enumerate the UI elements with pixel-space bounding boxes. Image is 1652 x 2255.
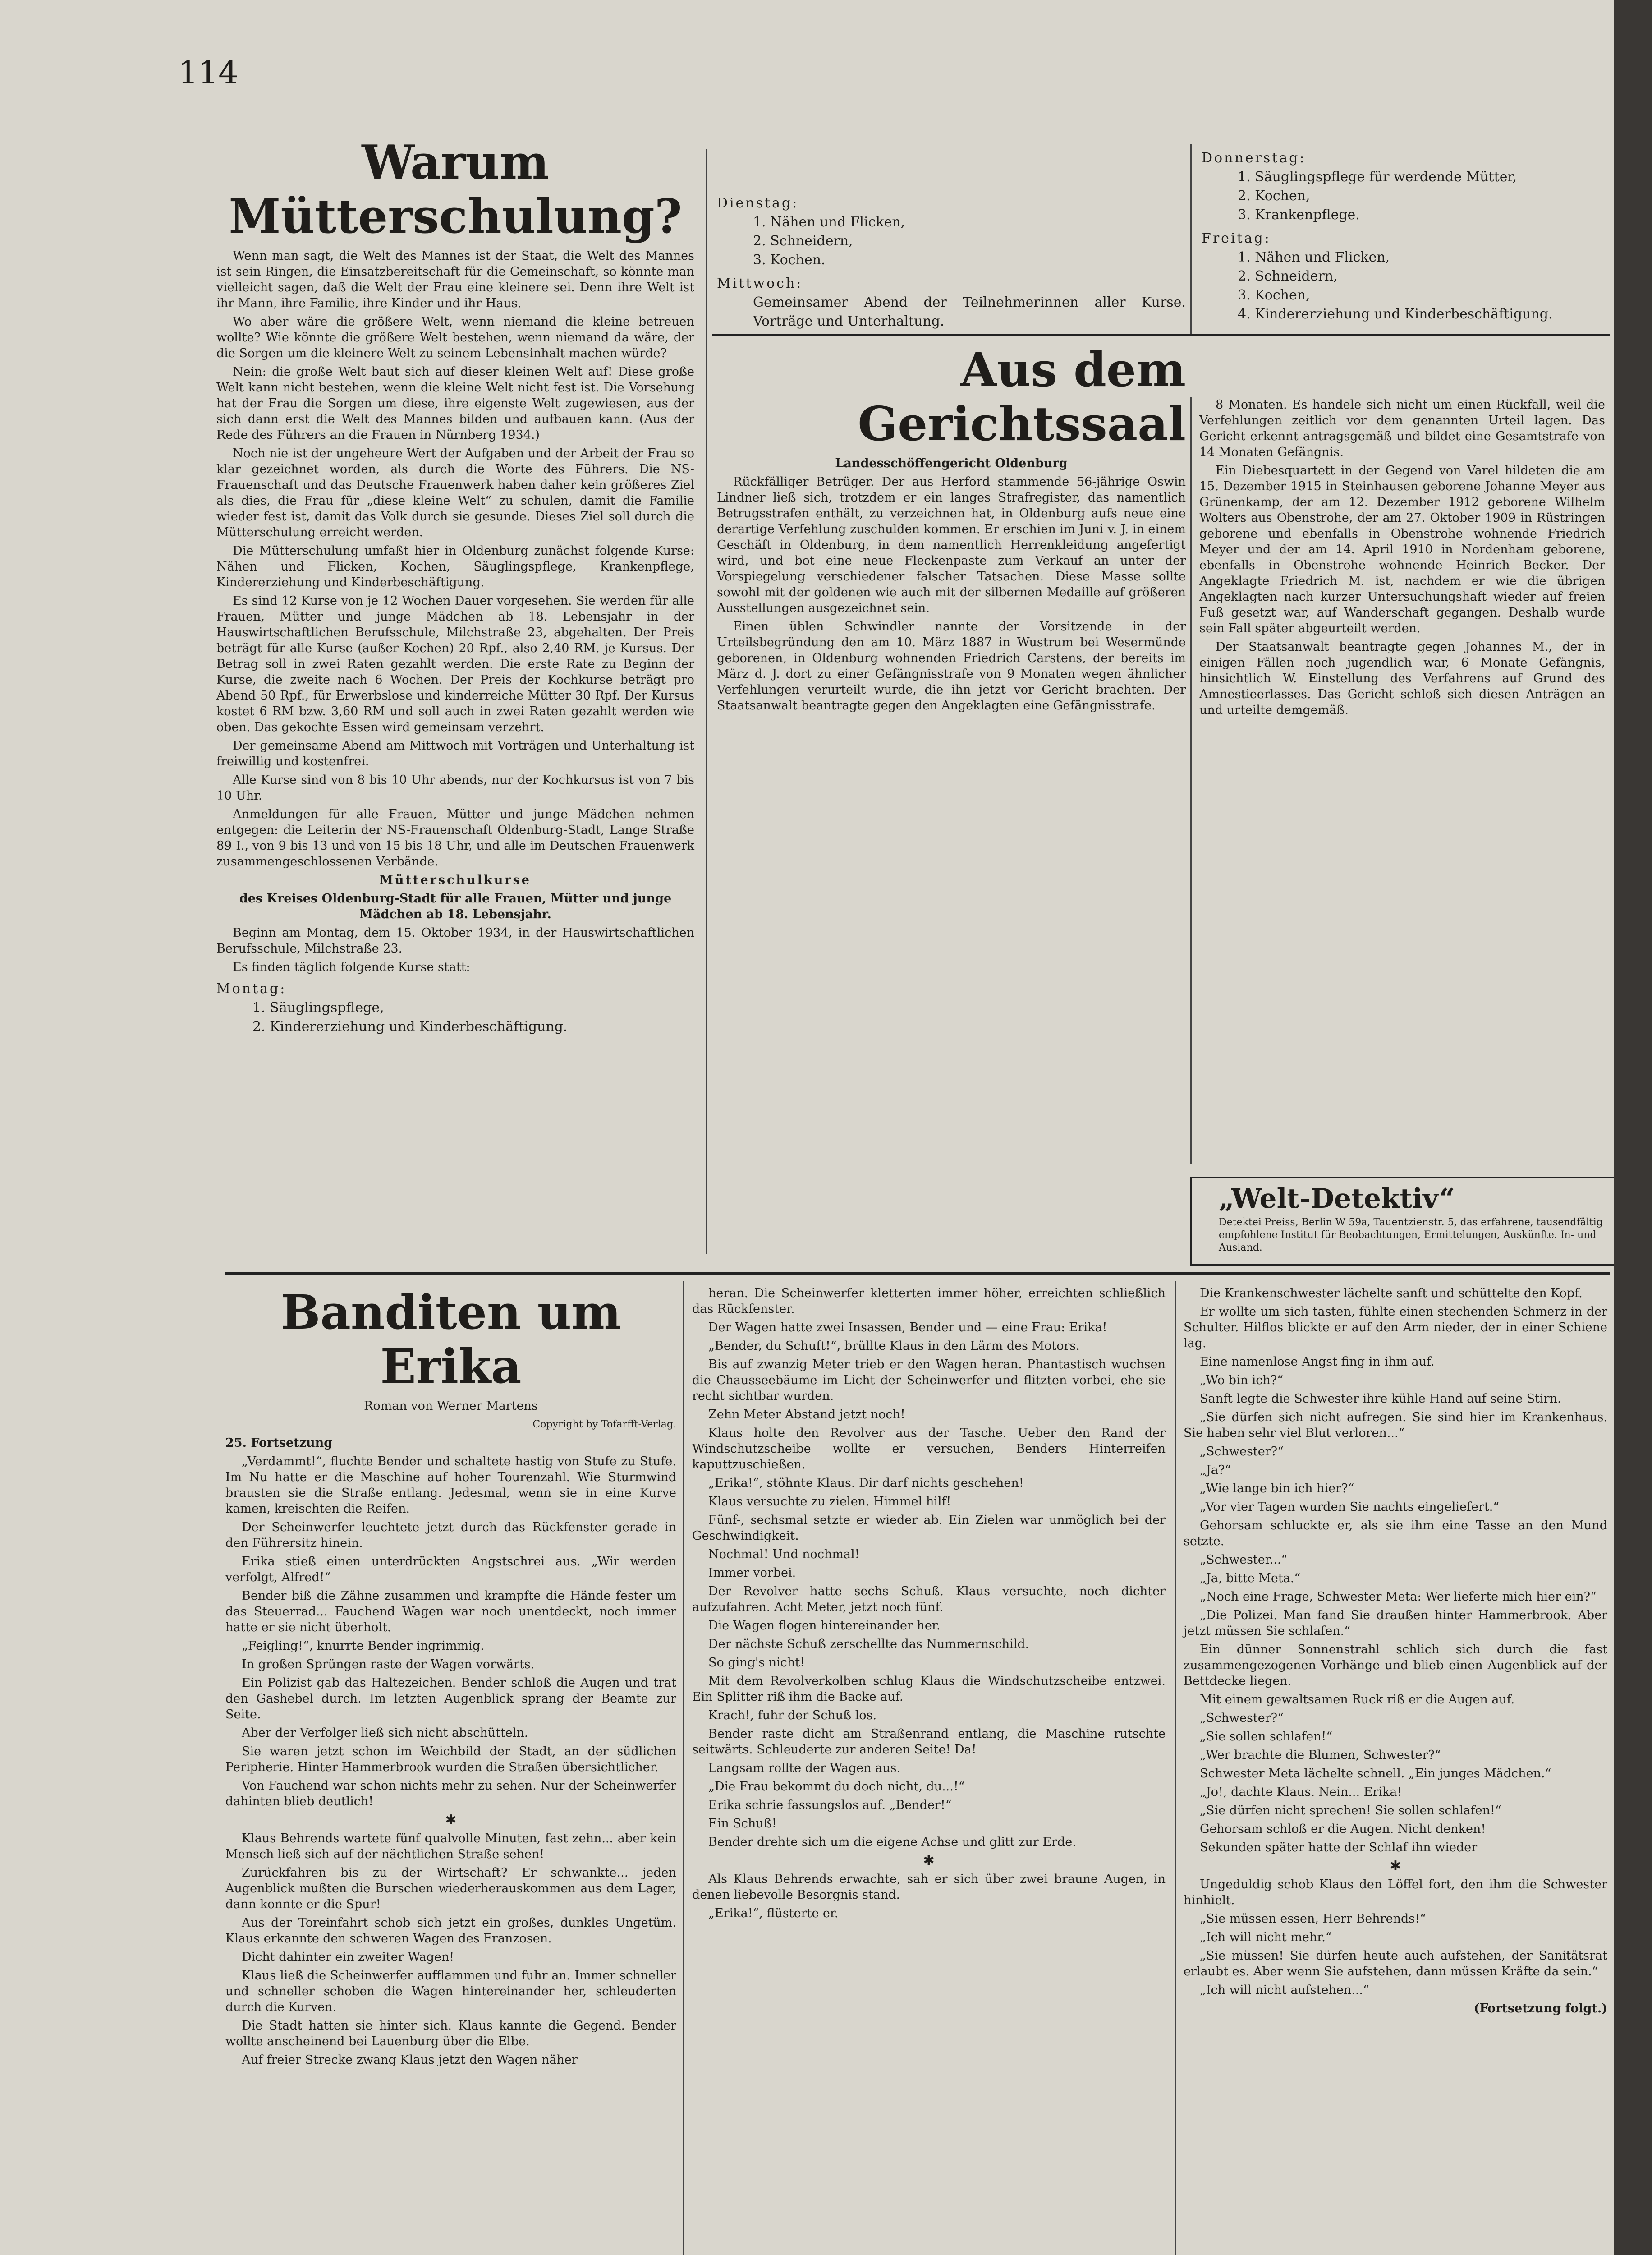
paragraph: Mit einem gewaltsamen Ruck riß er die Augen auf. (1200, 1693, 1515, 1707)
paragraph: Bender drehte sich um die eigene Achse und glitt zur Erde. (708, 1835, 1076, 1849)
page-edge (1614, 0, 1652, 2255)
paragraph: „Erika!“, flüsterte er. (708, 1906, 839, 1920)
paragraph: Der Revolver hatte sechs Schuß. Klaus versuchte, noch dichter aufzufahren. Acht Meter, jetzt noch fünf. (692, 1584, 1166, 1614)
paragraph: „Wer brachte die Blumen, Schwester?“ (1200, 1748, 1441, 1762)
paragraph: „Sie müssen essen, Herr Behrends!“ (1200, 1912, 1426, 1926)
paragraph: Sanft legte die Schwester ihre kühle Hand auf seine Stirn. (1200, 1392, 1561, 1406)
paragraph: Immer vorbei. (708, 1566, 796, 1580)
paragraph: 8 Monaten. Es handele sich nicht um einen Rückfall, weil die Verfehlungen zeitlich vor dem genannten Urteil lagen. Das Gericht erkennt antragsgemäß und bildet eine Gesamtstrafe von 14 Monaten Gefängnis. (1199, 398, 1605, 459)
paragraph: Alle Kurse sind von 8 bis 10 Uhr abends, nur der Kochkursus ist von 7 bis 10 Uhr. (216, 773, 694, 803)
paragraph: „Sie sollen schlafen!“ (1200, 1730, 1333, 1744)
paragraph: Zehn Meter Abstand jetzt noch! (708, 1408, 905, 1422)
day-label: Dienstag: (717, 195, 799, 211)
course-item: 1. Säuglingspflege für werdende Mütter, (1238, 169, 1517, 185)
paragraph: Einen üblen Schwindler nannte der Vorsitzende in der Urteilsbegründung den am 10. März 1887 in Wustrum bei Wesermünde geborenen, in Oldenburg wohnenden Friedrich Carstens, der bereits im März d. J. dort zu einer Gefängnisstrafe von 9 Monaten wegen ähnlicher Verfehlungen verurteilt wurde, die ihn jetzt vor Gericht brachten. Der Staatsanwalt beantragte gegen den Angeklagten eine Gefängnisstrafe. (717, 620, 1186, 713)
column-rule (706, 149, 707, 1254)
paragraph: Von Fauchend war schon nichts mehr zu sehen. Nur der Scheinwerfer dahinten blieb deutlich! (225, 1779, 676, 1809)
paragraph: Der gemeinsame Abend am Mittwoch mit Vorträgen und Unterhaltung ist freiwillig und kostenfrei. (216, 739, 694, 769)
paragraph: Als Klaus Behrends erwachte, sah er sich über zwei braune Augen, in denen liebevolle Besorgnis stand. (692, 1872, 1166, 1902)
paragraph: Wo aber wäre die größere Welt, wenn niemand die kleine betreuen wollte? Wie könnte die größere Welt bestehen, wenn niemand da wäre, der die Sorgen um die kleinere Welt zu seinem Lebensinhalt machen würde? (216, 315, 694, 360)
paragraph: Gehorsam schluckte er, als sie ihm eine Tasse an den Mund setzte. (1184, 1519, 1607, 1548)
paragraph: Die Wagen flogen hintereinander her. (708, 1619, 941, 1633)
course-item: 2. Schneidern, (753, 233, 853, 249)
course-item: 1. Nähen und Flicken, (1238, 249, 1390, 265)
paragraph: „Schwester...“ (1200, 1553, 1288, 1567)
court-name: Landesschöffengericht Oldenburg (835, 456, 1068, 470)
paragraph: Auf freier Strecke zwang Klaus jetzt den Wagen näher (242, 2053, 578, 2067)
paragraph: Klaus versuchte zu zielen. Himmel hilf! (708, 1495, 951, 1509)
continued-note: (Fortsetzung folgt.) (1473, 2002, 1607, 2016)
copyright: Copyright by Tofarfft-Verlag. (532, 1419, 676, 1430)
paragraph: „Wie lange bin ich hier?“ (1200, 1482, 1354, 1496)
kurse-title: Mütterschulkurse (380, 873, 531, 887)
paragraph: „Ja, bitte Meta.“ (1200, 1571, 1301, 1585)
course-item: 1. Nähen und Flicken, (753, 214, 905, 230)
paragraph: „Erika!“, stöhnte Klaus. Dir darf nichts geschehen! (708, 1476, 1024, 1490)
paragraph: Rückfälliger Betrüger. Der aus Herford stammende 56-jährige Oswin Lindner ließ sich, trotzdem er ein langes Strafregister, das namentlich Betrugsstrafen enthält, zu verzeichnen hat, in Oldenburg aufs neue eine derartige Verfehlung zuschulden kommen. Er erschien im Juni v. J. in einem Geschäft in Oldenburg, in dem namentlich Herrenkleidung angefertigt wird, und bot eine neue Fleckenpaste zum Verkauf an unter der Vorspiegelung verschiedener falscher Tatsachen. Diese Masse sollte sowohl mit der goldenen wie auch mit der silbernen Medaille auf größeren Ausstellungen ausgezeichnet sein. (717, 475, 1186, 615)
paragraph: Ungeduldig schob Klaus den Löffel fort, den ihm die Schwester hinhielt. (1184, 1878, 1607, 1907)
article-gerichtssaal-col1 (717, 343, 1186, 716)
paragraph: „Verdammt!“, fluchte Bender und schaltete hastig von Stufe zu Stufe. Im Nu hatte er die Maschine auf hoher Tourenzahl. Wie Sturmwind brausten sie die Straße entlang. Jedesmal, wenn sie in eine Kurve kamen, kreischten die Reifen. (225, 1454, 676, 1516)
paragraph: „Bender, du Schuft!“, brüllte Klaus in den Lärm des Motors. (708, 1339, 1080, 1353)
paragraph: Er wollte um sich tasten, fühlte einen stechenden Schmerz in der Schulter. Hilflos blickte er auf den Arm nieder, der in einer Schiene lag. (1184, 1305, 1607, 1350)
schedule-right (1202, 144, 1607, 324)
byline: Roman von Werner Martens (364, 1399, 538, 1413)
column-rule (1175, 1281, 1176, 2255)
paragraph: Klaus Behrends wartete fünf qualvolle Minuten, fast zehn... aber kein Mensch ließ sich auf der nächtlichen Straße sehen! (225, 1832, 676, 1861)
ad-text: Detektei Preiss, Berlin W 59a, Tauentzienstr. 5, das erfahrene, tausendfältig empfohlene Institut für Beobachtungen, Ermittelungen, Auskünfte. In- und Ausland. (1219, 1217, 1603, 1253)
paragraph: Noch nie ist der ungeheure Wert der Aufgaben und der Arbeit der Frau so klar gezeichnet worden, als durch die Worte des Führers. Die NS-Frauenschaft und das Deutsche Frauenwerk haben daher kein größeres Ziel als dies, die Frau für „diese kleine Welt“ zu schulen, damit die Familie wieder fest ist, damit das Volk durch sie gesunde. Dieses Ziel soll durch die Mütterschulung erreicht werden. (216, 446, 694, 539)
paragraph: Anmeldungen für alle Frauen, Mütter und junge Mädchen nehmen entgegen: die Leiterin der NS-Frauenschaft Oldenburg-Stadt, Lange Straße 89 I., von 9 bis 13 und von 15 bis 18 Uhr, und alle im Deutschen Frauenwerk zusammengeschlossenen Verbände. (216, 807, 694, 869)
paragraph: „Schwester?“ (1200, 1711, 1284, 1725)
paragraph: Bis auf zwanzig Meter trieb er den Wagen heran. Phantastisch wuchsen die Chausseebäume im Licht der Scheinwerfer und flitzten vorbei, ehe sie recht sichtbar wurden. (692, 1358, 1166, 1403)
day-label: Mittwoch: (717, 276, 803, 291)
paragraph: Schwester Meta lächelte schnell. „Ein junges Mädchen.“ (1200, 1767, 1551, 1781)
column-rule (1190, 144, 1192, 334)
paragraph: Ein dünner Sonnenstrahl schlich sich durch die fast zusammengezogenen Vorhänge und blieb einen Augenblick auf der Bettdecke liegen. (1184, 1643, 1607, 1688)
paragraph: „Die Frau bekommt du doch nicht, du...!“ (708, 1780, 965, 1794)
paragraph: Aber der Verfolger ließ sich nicht abschütteln. (242, 1726, 528, 1740)
paragraph: Nochmal! Und nochmal! (708, 1547, 860, 1561)
article-title: Warum Mütterschulung? (229, 134, 682, 244)
installment: 25. Fortsetzung (225, 1436, 333, 1450)
paragraph: Der Wagen hatte zwei Insassen, Bender und — eine Frau: Erika! (708, 1321, 1107, 1335)
article-muetterschulung-col1 (216, 135, 694, 1036)
paragraph: Ein Polizist gab das Haltezeichen. Bender schloß die Augen und trat den Gashebel durch. Im letzten Augenblick sprang der Beamte zur Seite. (225, 1676, 676, 1721)
paragraph: Dicht dahinter ein zweiter Wagen! (242, 1950, 454, 1964)
paragraph: In großen Sprüngen raste der Wagen vorwärts. (242, 1657, 535, 1671)
course-item: 2. Schneidern, (1238, 268, 1338, 284)
paragraph: „Ich will nicht aufstehen...“ (1200, 1983, 1369, 1997)
paragraph: Ein Diebesquartett in der Gegend von Varel hildeten die am 15. Dezember 1915 in Steinhausen geborene Johanne Meyer aus Grünenkamp, der am 12. Dezember 1912 geborene Wilhelm Wolters aus Obenstrohe, der am 27. Oktober 1909 in Rüstringen geborene und ebenfalls in Obenstrohe wohnende Friedrich Meyer und der am 14. April 1910 in Nordenham geborene, ebenfalls in Obenstrohe wohnende Heinrich Becker. Der Angeklagte Friedrich M. ist, nachdem er wie die übrigen Angeklagten nach kurzer Untersuchungshaft wieder auf freien Fuß gesetzt war, auf Wanderschaft gegangen. Deshalb wurde sein Fall später abgeurteilt werden. (1199, 464, 1605, 635)
paragraph: Wenn man sagt, die Welt des Mannes ist der Staat, die Welt des Mannes ist sein Ringen, die Einsatzbereitschaft für die Gemeinschaft, so könnte man vielleicht sagen, daß die Welt der Frau eine kleinere sei. Denn ihre Welt ist ihr Mann, ihre Familie, ihre Kinder und ihr Haus. (216, 249, 694, 310)
section-star: ✱ (923, 1853, 935, 1868)
paragraph: „Sie dürfen sich nicht aufregen. Sie sind hier im Krankenhaus. Sie haben sehr viel Blut verloren...“ (1184, 1410, 1607, 1440)
paragraph: Bender raste dicht am Straßenrand entlang, die Maschine rutschte seitwärts. Schleuderte zur anderen Seite! Da! (692, 1727, 1166, 1757)
paragraph: Krach!, fuhr der Schuß los. (708, 1708, 877, 1722)
paragraph: „Vor vier Tagen wurden Sie nachts eingeliefert.“ (1200, 1500, 1500, 1514)
paragraph: Aus der Toreinfahrt schob sich jetzt ein großes, dunkles Ungetüm. Klaus erkannte den schweren Wagen des Franzosen. (225, 1916, 676, 1946)
paragraph: Der nächste Schuß zerschellte das Nummernschild. (708, 1637, 1029, 1651)
paragraph: Es finden täglich folgende Kurse statt: (233, 960, 470, 974)
course-item: Gemeinsamer Abend der Teilnehmerinnen aller Kurse. Vorträge und Unterhaltung. (753, 295, 1186, 329)
paragraph: „Sie dürfen nicht sprechen! Sie sollen schlafen!“ (1200, 1804, 1501, 1818)
paragraph: Nein: die große Welt baut sich auf dieser kleinen Welt auf! Diese große Welt kann nicht bestehen, wenn die kleine Welt nicht fest ist. Die Vorsehung hat der Frau die Sorgen um diese, ihre eigenste Welt zugewiesen, aus der sich dann erst die Welt des Mannes bilden und aufbauen kann. (Aus der Rede des Führers an die Frauen in Nürnberg 1934.) (216, 365, 694, 442)
paragraph: „Schwester?“ (1200, 1445, 1284, 1459)
course-item: 3. Krankenpflege. (1238, 207, 1360, 223)
article-gerichtssaal-col2 (1199, 397, 1605, 721)
montag-schedule (216, 980, 694, 1036)
paragraph: Fünf-, sechsmal setzte er wieder ab. Ein Zielen war unmöglich bei der Geschwindigkeit. (692, 1513, 1166, 1543)
paragraph: „Sie müssen! Sie dürfen heute auch aufstehen, der Sanitätsrat erlaubt es. Aber wenn Sie aufstehen, dann müssen Kräfte da sein.“ (1184, 1949, 1607, 1979)
course-item: 3. Kochen. (753, 252, 826, 268)
paragraph: Zurückfahren bis zu der Wirtschaft? Er schwankte... jeden Augenblick mußten die Burschen wiederherauskommen aus dem Lager, dann konnte er die Spur! (225, 1866, 676, 1911)
course-item: 3. Kochen, (1238, 287, 1310, 303)
paragraph: Bender biß die Zähne zusammen und krampfte die Hände fester um das Steuerrad... Fauchend Wagen war noch unentdeckt, noch immer hatte er sie nicht überholt. (225, 1589, 676, 1634)
paragraph: Der Staatsanwalt beantragte gegen Johannes M., der in einigen Fällen noch jugendlich war, 6 Monate Gefängnis, hinsichtlich W. Einstellung des Verfahrens auf Grund des Amnestieerlasses. Das Gericht schloß sich diesen Anträgen an und urteilte demgemäß. (1199, 640, 1605, 717)
paragraph: Sie waren jetzt schon im Weichbild der Stadt, an der südlichen Peripherie. Hinter Hammerbrook wurden die Straßen übersichtlicher. (225, 1744, 676, 1774)
paragraph: Erika schrie fassungslos auf. „Bender!“ (708, 1798, 952, 1812)
section-rule (225, 1272, 1610, 1275)
paragraph: „Noch eine Frage, Schwester Meta: Wer lieferte mich hier ein?“ (1200, 1590, 1597, 1604)
column-rule (1190, 397, 1192, 1164)
paragraph: Eine namenlose Angst fing in ihm auf. (1200, 1355, 1435, 1369)
article-banditen-col2 (692, 1285, 1166, 1924)
paragraph: „Ja?“ (1200, 1463, 1231, 1477)
paragraph: „Jo!, dachte Klaus. Nein... Erika! (1200, 1785, 1402, 1799)
section-star: ✱ (445, 1812, 457, 1828)
paragraph: Die Stadt hatten sie hinter sich. Klaus kannte die Gegend. Bender wollte anscheinend bei Lauenburg über die Elbe. (225, 2019, 676, 2048)
article-banditen-col3 (1184, 1285, 1607, 2019)
paragraph: Es sind 12 Kurse von je 12 Wochen Dauer vorgesehen. Sie werden für alle Frauen, Mütter und junge Mädchen ab 18. Lebensjahr in der Hauswirtschaftlichen Berufsschule, Milchstraße 23, abgehalten. Der Preis beträgt für alle Kurse (außer Kochen) 20 Rpf., also 2,40 RM. je Kursus. Der Betrag soll in zwei Raten gezahlt werden. Die erste Rate zu Beginn der Kurse, die zweite nach 6 Wochen. Der Preis der Kochkurse beträgt pro Abend 50 Rpf., für Erwerbslose und kinderreiche Mütter 30 Rpf. Der Kursus kostet 6 RM bzw. 3,60 RM und soll auch in zwei Raten gezahlt werden wie oben. Das gekochte Essen wird gemeinsam verzehrt. (216, 594, 694, 734)
paragraph: „Feigling!“, knurrte Bender ingrimmig. (242, 1639, 484, 1653)
article-banditen-col1 (225, 1285, 676, 2071)
section-rule (712, 334, 1610, 336)
kurse-subtitle: des Kreises Oldenburg-Stadt für alle Frauen, Mütter und junge Mädchen ab 18. Lebensjahr. (239, 892, 672, 921)
paragraph: Klaus ließ die Scheinwerfer aufflammen und fuhr an. Immer schneller und schneller schoben die Wagen hintereinander her, schleuderten durch die Kurven. (225, 1969, 676, 2014)
ad-title: „Welt-Detektiv“ (1219, 1183, 1455, 1215)
paragraph: „Wo bin ich?“ (1200, 1373, 1284, 1387)
day-label: Montag: (216, 981, 287, 997)
schedule-middle (717, 189, 1186, 331)
paragraph: Mit dem Revolverkolben schlug Klaus die Windschutzscheibe entzwei. Ein Splitter riß ihm die Backe auf. (692, 1674, 1166, 1704)
column-rule (683, 1281, 684, 2255)
article-title: Aus dem Gerichtssaal (858, 342, 1186, 451)
advertisement-welt-detektiv (1190, 1177, 1614, 1266)
paragraph: Gehorsam schloß er die Augen. Nicht denken! (1200, 1822, 1486, 1836)
paragraph: Langsam rollte der Wagen aus. (708, 1761, 901, 1775)
paragraph: Sekunden später hatte der Schlaf ihn wieder (1200, 1841, 1478, 1855)
paragraph: Die Mütterschulung umfaßt hier in Oldenburg zunächst folgende Kurse: Nähen und Flicken, Kochen, Säuglingspflege, Krankenpflege, Kindererziehung und Kinderbeschäftigung. (216, 544, 694, 589)
day-label: Donnerstag: (1202, 150, 1306, 166)
paragraph: So ging's nicht! (708, 1656, 805, 1670)
paragraph: heran. Die Scheinwerfer kletterten immer höher, erreichten schließlich das Rückfenster. (692, 1286, 1166, 1316)
course-item: 1. Säuglingspflege, (252, 1000, 384, 1016)
paragraph: Erika stieß einen unterdrückten Angstschrei aus. „Wir werden verfolgt, Alfred!“ (225, 1555, 676, 1584)
paragraph: „Die Polizei. Man fand Sie draußen hinter Hammerbrook. Aber jetzt müssen Sie schlafen.“ (1184, 1608, 1607, 1638)
page-number: 114 (178, 54, 239, 91)
paragraph: Der Scheinwerfer leuchtete jetzt durch das Rückfenster gerade in den Führersitz hinein. (225, 1520, 676, 1550)
course-item: 2. Kochen, (1238, 188, 1310, 204)
paragraph: Ein Schuß! (708, 1817, 777, 1831)
paragraph: Die Krankenschwester lächelte sanft und schüttelte den Kopf. (1200, 1286, 1583, 1300)
paragraph: Klaus holte den Revolver aus der Tasche. Ueber den Rand der Windschutzscheibe wollte er versuchen, Benders Hinterreifen kaputtzuschießen. (692, 1426, 1166, 1472)
paragraph: Beginn am Montag, dem 15. Oktober 1934, in der Hauswirtschaftlichen Berufsschule, Milchstraße 23. (216, 926, 694, 956)
course-item: 2. Kindererziehung und Kinderbeschäftigung. (252, 1019, 568, 1035)
day-label: Freitag: (1202, 230, 1271, 246)
section-star: ✱ (1390, 1858, 1401, 1874)
course-item: 4. Kindererziehung und Kinderbeschäftigung. (1238, 306, 1553, 322)
article-title: Banditen um Erika (280, 1284, 621, 1394)
paragraph: „Ich will nicht mehr.“ (1200, 1930, 1332, 1944)
